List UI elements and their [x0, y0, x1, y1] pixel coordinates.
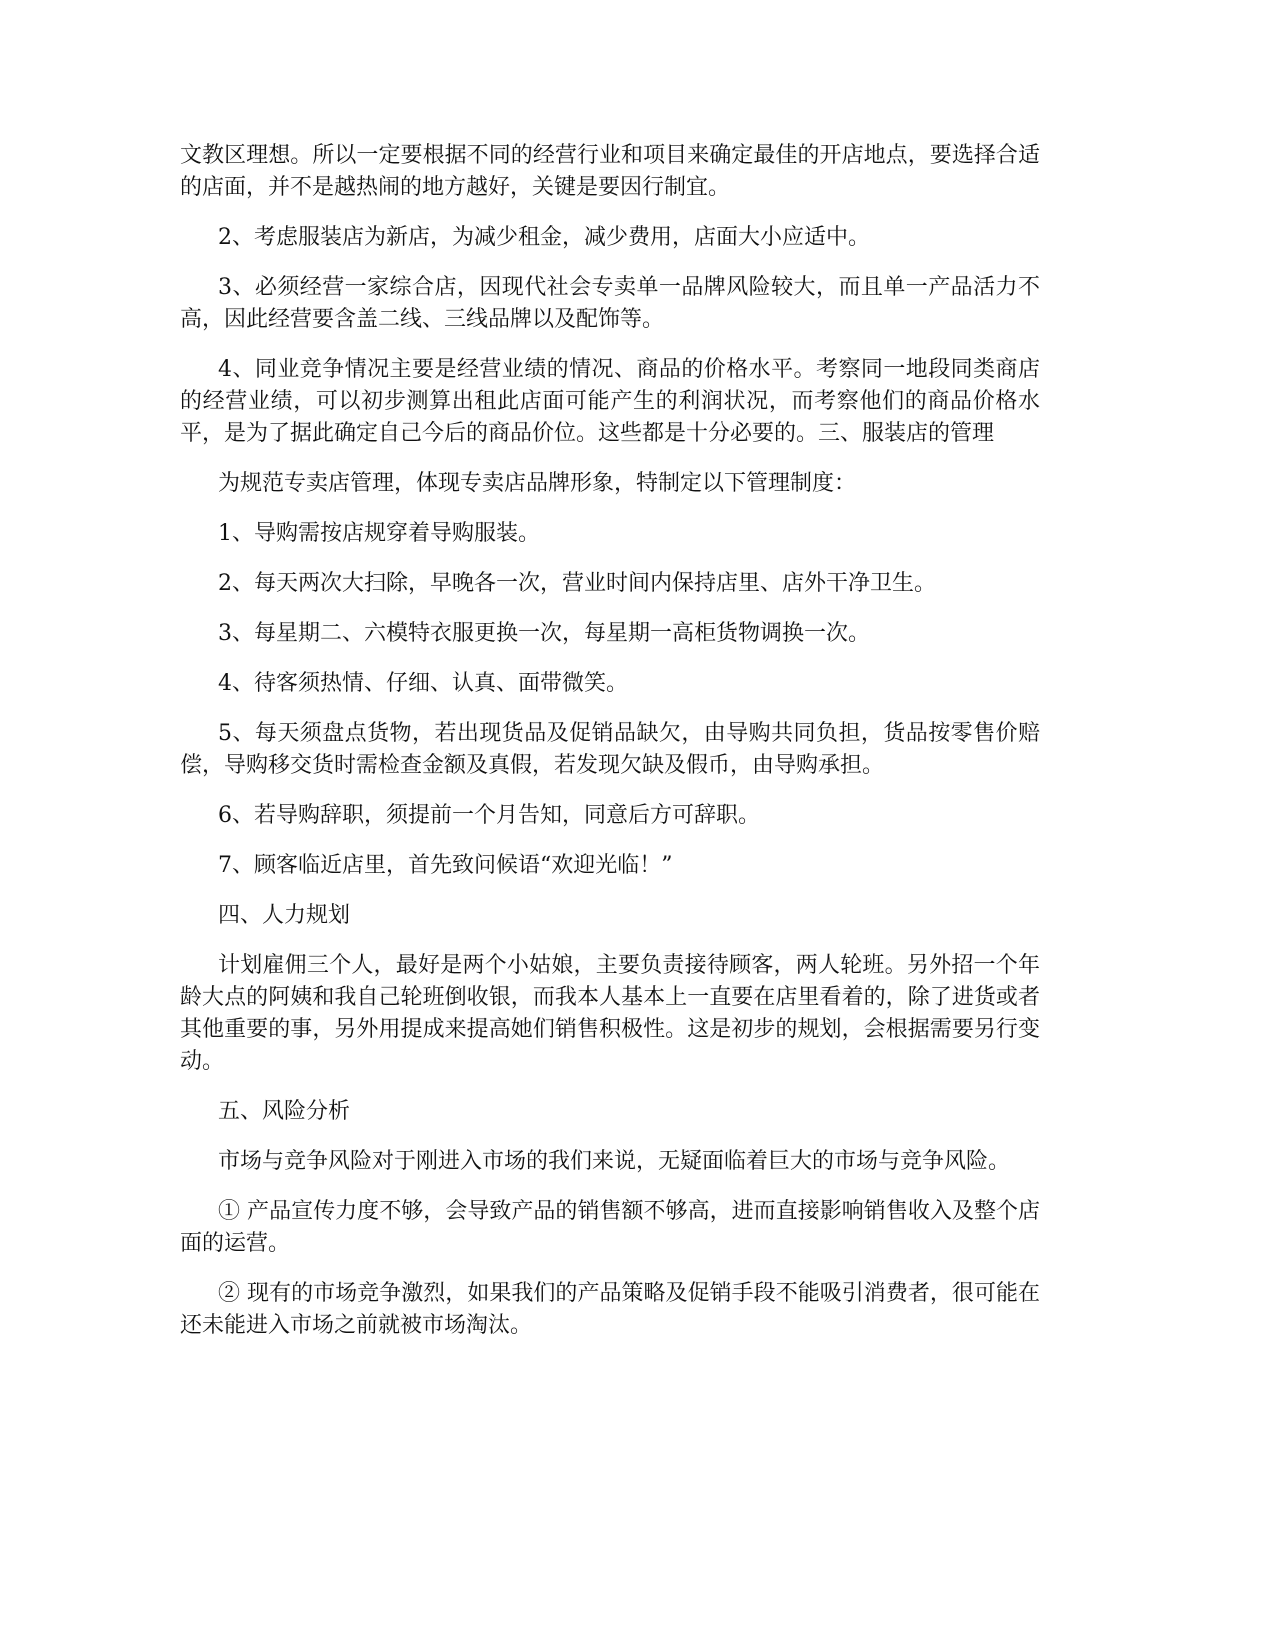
paragraph-risk-intro: 市场与竞争风险对于刚进入市场的我们来说，无疑面临着巨大的市场与竞争风险。 — [218, 1149, 1011, 1174]
paragraph-intro-continuation: 文教区理想。所以一定要根据不同的经营行业和项目来确定最佳的开店地点，要选择合适的店面，并不是越热闹的地方越好，关键是要因行制宜。 — [180, 143, 1040, 200]
list-item: 3、每星期二、六模特衣服更换一次，每星期一高柜货物调换一次。 — [218, 621, 870, 646]
section-heading-staffing: 四、人力规划 — [218, 903, 351, 928]
list-item: 1、导购需按店规穿着导购服装。 — [218, 521, 540, 546]
document-body — [180, 140, 1040, 1360]
section-heading-risk: 五、风险分析 — [218, 1099, 351, 1124]
list-item: ② 现有的市场竞争激烈，如果我们的产品策略及促销手段不能吸引消费者，很可能在还未能进入市场之前就被市场淘汰。 — [180, 1281, 1040, 1338]
list-item: 2、每天两次大扫除，早晚各一次，营业时间内保持店里、店外干净卫生。 — [218, 571, 936, 596]
list-item: 7、顾客临近店里，首先致问候语“欢迎光临！” — [218, 853, 673, 878]
paragraph-management-intro: 为规范专卖店管理，体现专卖店品牌形象，特制定以下管理制度： — [218, 471, 857, 496]
list-item: 4、待客须热情、仔细、认真、面带微笑。 — [218, 671, 628, 696]
paragraph-store-size: 2、考虑服装店为新店，为减少租金，减少费用，店面大小应适中。 — [218, 225, 870, 250]
paragraph-store-type: 3、必须经营一家综合店，因现代社会专卖单一品牌风险较大，而且单一产品活力不高，因此经营要含盖二线、三线品牌以及配饰等。 — [180, 275, 1040, 332]
paragraph-staffing: 计划雇佣三个人，最好是两个小姑娘，主要负责接待顾客，两人轮班。另外招一个年龄大点的阿姨和我自己轮班倒收银，而我本人基本上一直要在店里看着的，除了进货或者其他重要的事，另外用提成来提高她们销售积极性。这是初步的规划，会根据需要另行变动。 — [180, 953, 1040, 1074]
list-item: 5、每天须盘点货物，若出现货品及促销品缺欠，由导购共同负担，货品按零售价赔偿，导购移交货时需检查金额及真假，若发现欠缺及假币，由导购承担。 — [180, 721, 1040, 778]
paragraph-competition: 4、同业竞争情况主要是经营业绩的情况、商品的价格水平。考察同一地段同类商店的经营业绩，可以初步测算出租此店面可能产生的利润状况，而考察他们的商品价格水平，是为了据此确定自己今后的商品价位。这些都是十分必要的。三、服装店的管理 — [180, 357, 1040, 446]
list-item: ① 产品宣传力度不够，会导致产品的销售额不够高，进而直接影响销售收入及整个店面的运营。 — [180, 1199, 1040, 1256]
list-item: 6、若导购辞职，须提前一个月告知，同意后方可辞职。 — [218, 803, 760, 828]
